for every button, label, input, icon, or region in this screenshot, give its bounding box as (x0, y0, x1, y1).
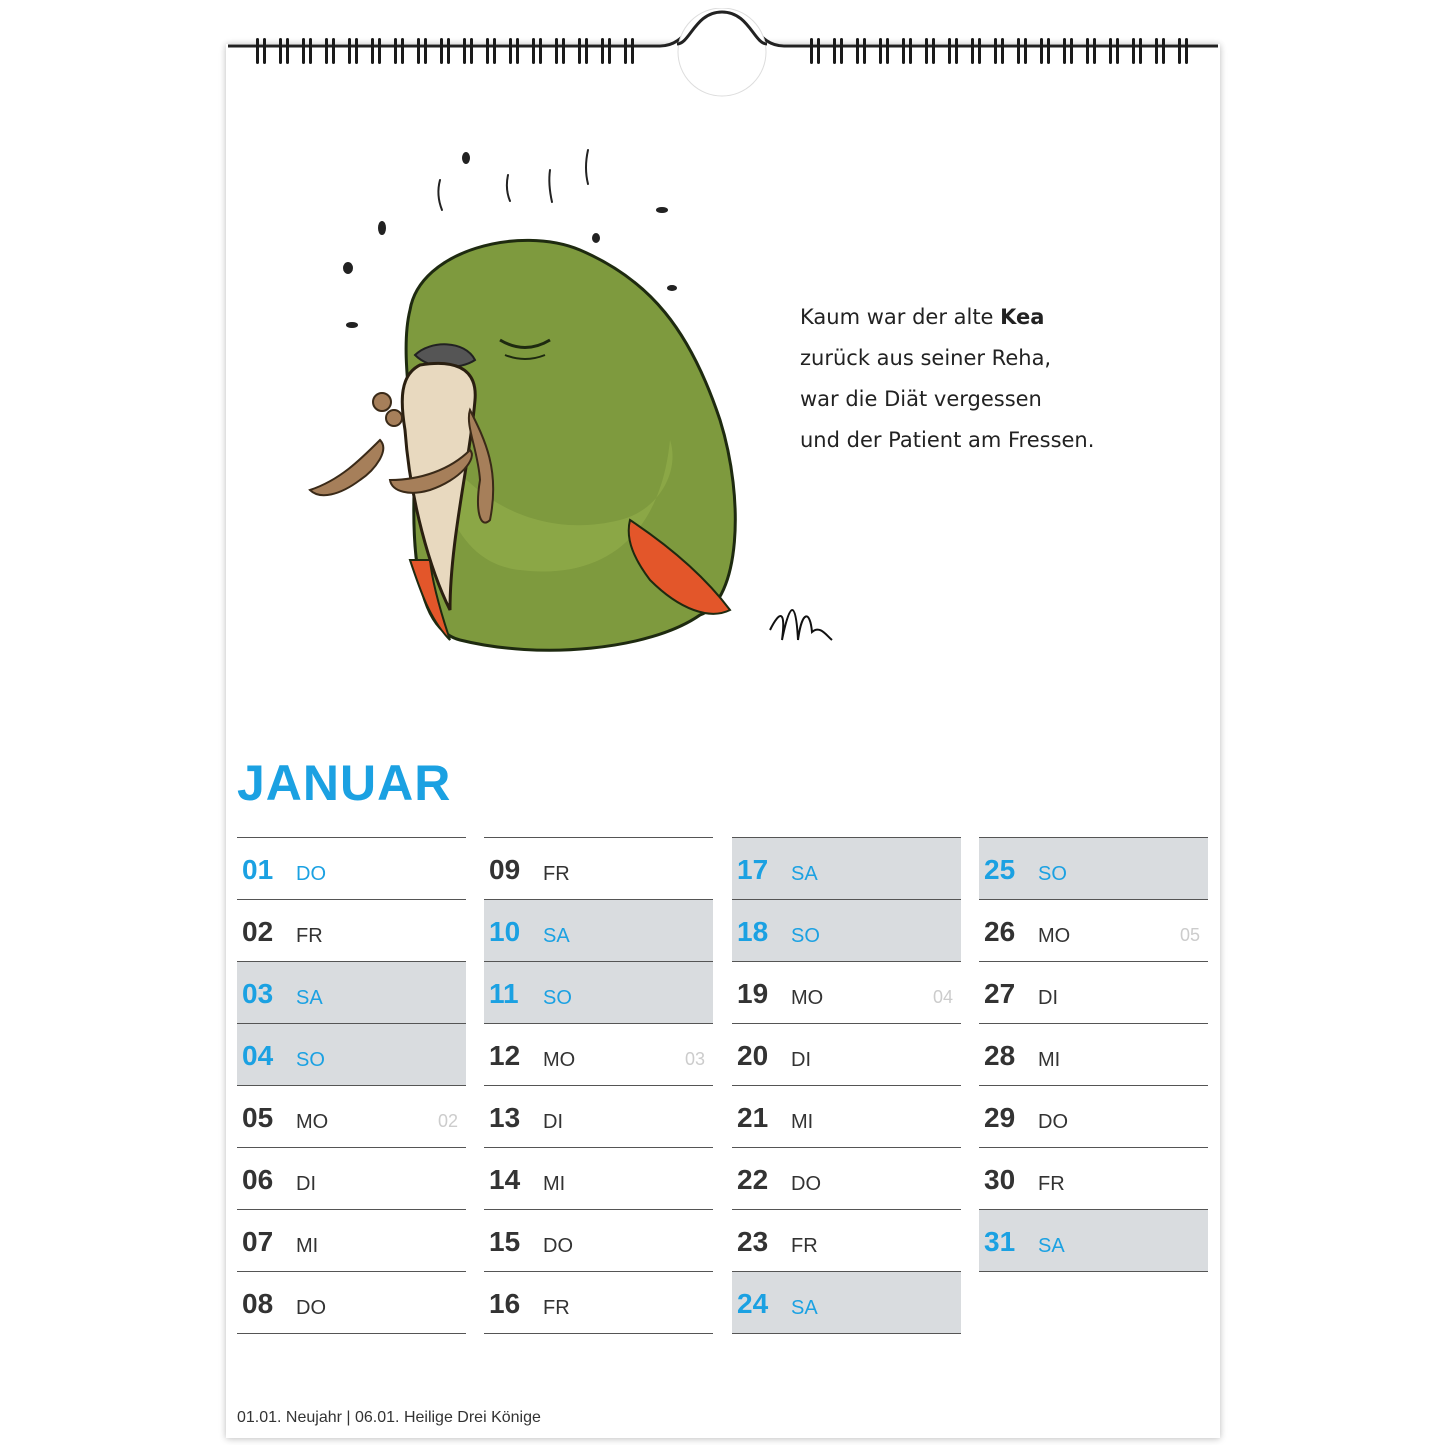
day-number: 14 (489, 1164, 521, 1195)
day-number: 19 (737, 978, 769, 1009)
day-number: 25 (984, 854, 1016, 885)
weekday-label: MO (296, 1111, 329, 1133)
day-number: 07 (242, 1226, 274, 1257)
day-cell (484, 899, 713, 961)
weekday-label: DO (791, 1173, 821, 1195)
weekday-label: FR (543, 1297, 570, 1319)
month-title: JANUAR (237, 755, 452, 811)
day-number: 18 (737, 916, 769, 947)
day-cell (979, 1023, 1208, 1085)
day-cell (732, 961, 961, 1023)
weekday-label: MI (543, 1173, 566, 1195)
week-number: 05 (1179, 925, 1200, 945)
weekday-label: SA (791, 863, 818, 885)
weekday-label: MI (1038, 1049, 1061, 1071)
day-number: 09 (489, 854, 521, 885)
day-cell (732, 899, 961, 961)
day-cell (732, 1271, 961, 1334)
day-number: 16 (489, 1288, 521, 1319)
weekday-label: MI (791, 1111, 814, 1133)
weekday-label: DI (1038, 987, 1058, 1009)
poem-line-4: und der Patient am Fressen. (800, 428, 1095, 452)
day-cell (732, 1085, 961, 1147)
day-number: 13 (489, 1102, 521, 1133)
day-number: 29 (984, 1102, 1016, 1133)
day-cell (237, 1271, 466, 1334)
calendar-column (979, 837, 1208, 1272)
weekday-label: DI (543, 1111, 563, 1133)
day-number: 20 (737, 1040, 769, 1071)
wire-binding (0, 0, 1445, 100)
weekday-label: FR (543, 863, 570, 885)
day-number: 10 (489, 916, 521, 947)
day-cell (237, 1147, 466, 1209)
weekday-label: MO (543, 1049, 576, 1071)
day-number: 06 (242, 1164, 274, 1195)
weekday-label: MI (296, 1235, 319, 1257)
weekday-label: DI (791, 1049, 811, 1071)
day-cell (732, 1023, 961, 1085)
weekday-label: SO (1038, 863, 1067, 885)
poem-line-1: Kaum war der alte Kea (800, 305, 1045, 329)
day-number: 21 (737, 1102, 769, 1133)
day-cell (484, 1085, 713, 1147)
day-cell (237, 837, 466, 899)
poem-line-2: zurück aus seiner Reha, (800, 346, 1052, 370)
day-number: 17 (737, 854, 769, 885)
week-number: 04 (932, 987, 953, 1007)
day-number: 24 (737, 1288, 769, 1319)
day-number: 15 (489, 1226, 521, 1257)
day-cell (237, 1209, 466, 1271)
day-cell (484, 961, 713, 1023)
kea-illustration (300, 140, 840, 670)
weekday-label: SO (296, 1049, 325, 1071)
day-cell (979, 1209, 1208, 1272)
day-cell (979, 961, 1208, 1023)
day-number: 12 (489, 1040, 521, 1071)
day-number: 02 (242, 916, 274, 947)
day-cell (732, 1147, 961, 1209)
weekday-label: SO (543, 987, 572, 1009)
day-number: 01 (242, 854, 274, 885)
day-number: 08 (242, 1288, 274, 1319)
weekday-label: FR (791, 1235, 818, 1257)
calendar-column (484, 837, 713, 1334)
calendar-column (732, 837, 961, 1334)
day-number: 28 (984, 1040, 1016, 1071)
day-cell (979, 1147, 1208, 1209)
day-cell (237, 1085, 466, 1147)
weekday-label: FR (296, 925, 323, 947)
poem-line-3: war die Diät vergessen (800, 387, 1042, 411)
day-cell (237, 899, 466, 961)
day-number: 04 (242, 1040, 274, 1071)
weekday-label: SO (791, 925, 820, 947)
day-cell (484, 1147, 713, 1209)
day-number: 30 (984, 1164, 1016, 1195)
day-cell (484, 837, 713, 899)
weekday-label: DO (1038, 1111, 1068, 1133)
weekday-label: DO (296, 863, 326, 885)
week-number: 02 (437, 1111, 458, 1131)
day-cell (732, 1209, 961, 1271)
day-cell (484, 1209, 713, 1271)
day-number: 03 (242, 978, 274, 1009)
weekday-label: DO (296, 1297, 326, 1319)
day-number: 26 (984, 916, 1016, 947)
day-cell (484, 1023, 713, 1085)
day-number: 27 (984, 978, 1016, 1009)
day-cell (484, 1271, 713, 1334)
calendar-grid (237, 837, 1209, 1343)
weekday-label: DI (296, 1173, 316, 1195)
day-cell (979, 837, 1208, 899)
day-number: 11 (489, 978, 519, 1009)
weekday-label: SA (791, 1297, 818, 1319)
weekday-label: MO (1038, 925, 1071, 947)
weekday-label: MO (791, 987, 824, 1009)
weekday-label: FR (1038, 1173, 1065, 1195)
weekday-label: SA (1038, 1235, 1065, 1257)
poem-text (800, 297, 1200, 461)
weekday-label: SA (543, 925, 570, 947)
weekday-label: DO (543, 1235, 573, 1257)
week-number: 03 (684, 1049, 705, 1069)
day-cell (979, 1085, 1208, 1147)
day-number: 23 (737, 1226, 769, 1257)
holidays-footer: 01.01. Neujahr | 06.01. Heilige Drei Könige (237, 1409, 541, 1426)
day-cell (979, 899, 1208, 961)
day-cell (237, 1023, 466, 1085)
day-number: 05 (242, 1102, 274, 1133)
day-number: 22 (737, 1164, 769, 1195)
calendar-column (237, 837, 466, 1334)
day-cell (237, 961, 466, 1023)
day-cell (732, 837, 961, 899)
weekday-label: SA (296, 987, 323, 1009)
day-number: 31 (984, 1226, 1016, 1257)
